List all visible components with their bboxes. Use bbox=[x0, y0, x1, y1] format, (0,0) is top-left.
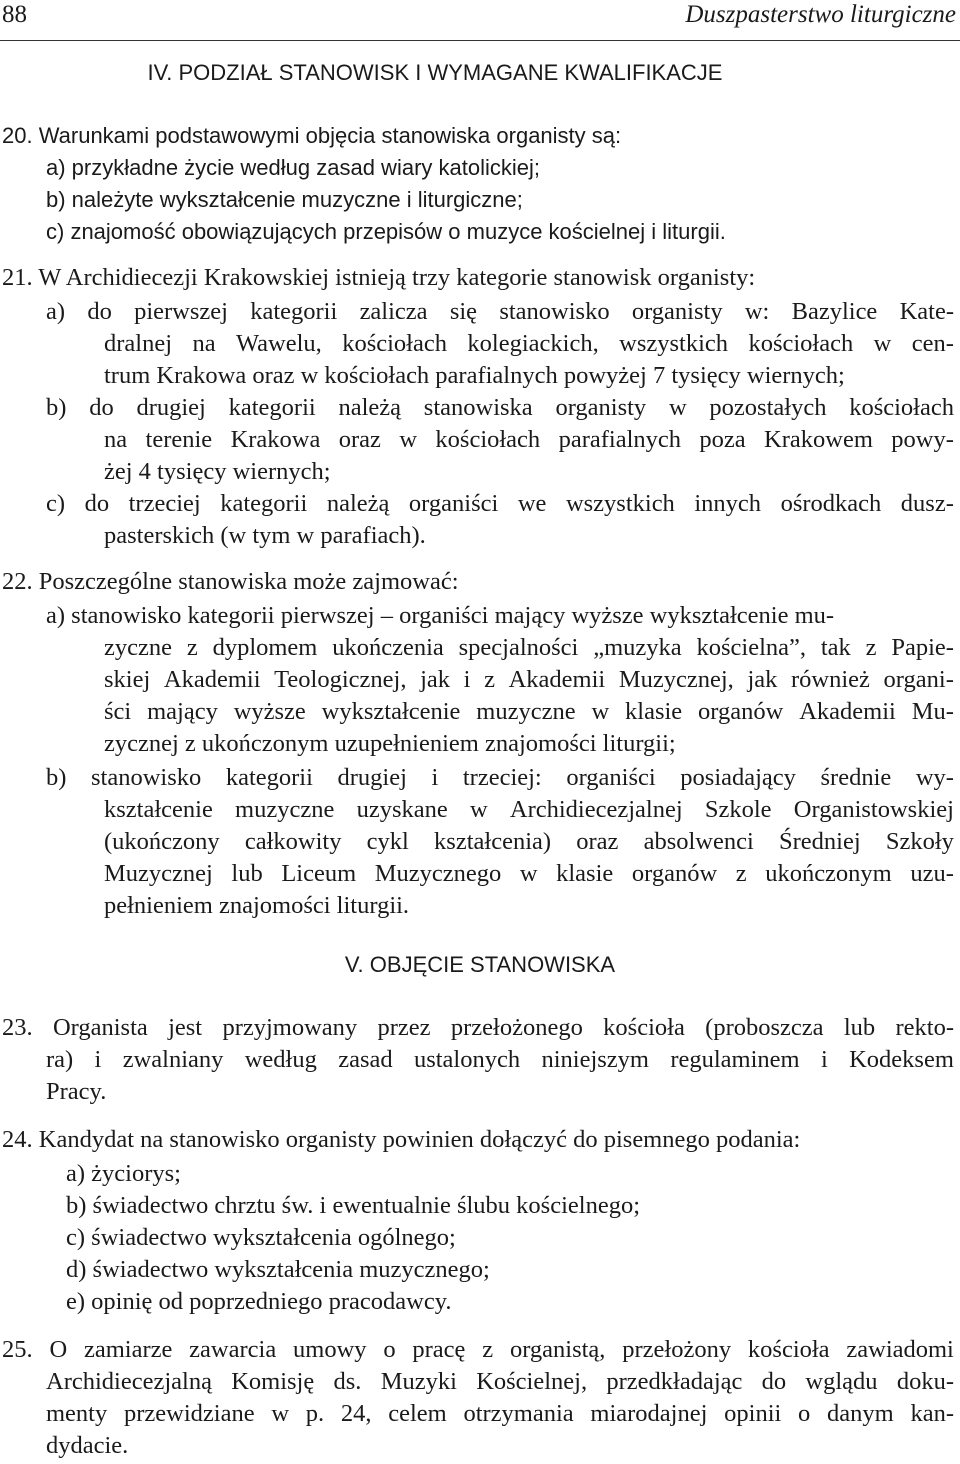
paragraph-line: zycznej z ukończonym uzupełnieniem znajomości liturgii; bbox=[104, 730, 676, 757]
paragraph-line: Muzycznej lub Liceum Muzycznego w klasie organów z ukończonym uzu- bbox=[104, 860, 954, 887]
paragraph-line: (ukończony całkowity cykl kształcenia) oraz absolwenci Średniej Szkoły bbox=[104, 828, 954, 855]
paragraph-line: kształcenie muzyczne uzyskane w Archidiecezjalnej Szkole Organistowskiej bbox=[104, 796, 954, 823]
list-item: a) stanowisko kategorii pierwszej – organiści mający wyższe wykształcenie mu- bbox=[46, 602, 835, 629]
list-item: b) świadectwo chrztu św. i ewentualnie ślubu kościelnego; bbox=[66, 1192, 641, 1219]
paragraph-line: 22. Poszczególne stanowiska może zajmować: bbox=[2, 568, 459, 595]
list-item: b) do drugiej kategorii należą stanowiska organisty w pozostałych kościołach bbox=[46, 394, 954, 421]
list-item: a) do pierwszej kategorii zalicza się stanowisko organisty w: Bazylice Kate- bbox=[46, 298, 954, 325]
paragraph-line: menty przewidziane w p. 24, celem otrzymania miarodajnej opinii o danym kan- bbox=[46, 1400, 954, 1427]
paragraph-line: pasterskich (w tym w parafiach). bbox=[104, 522, 426, 549]
list-item: a) życiorys; bbox=[66, 1160, 181, 1187]
page-header bbox=[0, 0, 960, 40]
paragraph-line: żej 4 tysięcy wiernych; bbox=[104, 458, 331, 485]
paragraph-line: Archidiecezjalną Komisję ds. Muzyki Kościelnej, przedkładając do wglądu doku- bbox=[46, 1368, 954, 1395]
paragraph-line: dydacie. bbox=[46, 1432, 129, 1459]
paragraph-line: 21. W Archidiecezji Krakowskiej istnieją trzy kategorie stanowisk organisty: bbox=[2, 264, 756, 291]
paragraph-line: 20. Warunkami podstawowymi objęcia stanowiska organisty są: bbox=[2, 123, 622, 148]
list-item: b) należyte wykształcenie muzyczne i liturgiczne; bbox=[46, 187, 523, 212]
paragraph-line: pełnieniem znajomości liturgii. bbox=[104, 892, 410, 919]
list-item: e) opinię od poprzedniego pracodawcy. bbox=[66, 1288, 452, 1315]
section-heading-iv: IV. PODZIAŁ STANOWISK I WYMAGANE KWALIFIKACJE bbox=[147, 60, 723, 85]
paragraph-line: ści mający wyższe wykształcenie muzyczne w klasie organów Akademii Mu- bbox=[104, 698, 954, 725]
paragraph-line: 23. Organista jest przyjmowany przez przełożonego kościoła (proboszcza lub rekto- bbox=[2, 1014, 954, 1041]
paragraph-line: 24. Kandydat na stanowisko organisty powinien dołączyć do pisemnego podania: bbox=[2, 1126, 801, 1153]
paragraph-line: 25. O zamiarze zawarcia umowy o pracę z organistą, przełożony kościoła zawiadomi bbox=[2, 1336, 954, 1363]
running-title: Duszpasterstwo liturgiczne bbox=[685, 1, 956, 28]
paragraph-line: trum Krakowa oraz w kościołach parafialnych powyżej 7 tysięcy wiernych; bbox=[104, 362, 845, 389]
header-rule bbox=[0, 40, 960, 41]
paragraph-line: skiej Akademii Teologicznej, jak i z Akademii Muzycznej, jak również organi- bbox=[104, 666, 954, 693]
list-item: d) świadectwo wykształcenia muzycznego; bbox=[66, 1256, 490, 1283]
list-item: c) znajomość obowiązujących przepisów o muzyce kościelnej i liturgii. bbox=[46, 219, 726, 244]
list-item: b) stanowisko kategorii drugiej i trzeciej: organiści posiadający średnie wy- bbox=[46, 764, 954, 791]
paragraph-line: Pracy. bbox=[46, 1078, 107, 1105]
paragraph-line: dralnej na Wawelu, kościołach kolegiackich, wszystkich kościołach w cen- bbox=[104, 330, 954, 357]
list-item: c) świadectwo wykształcenia ogólnego; bbox=[66, 1224, 456, 1251]
paragraph-line: zyczne z dyplomem ukończenia specjalności „muzyka kościelna”, tak z Papie- bbox=[104, 634, 954, 661]
paragraph-line: na terenie Krakowa oraz w kościołach parafialnych poza Krakowem powy- bbox=[104, 426, 954, 453]
paragraph-line: ra) i zwalniany według zasad ustalonych niniejszym regulaminem i Kodeksem bbox=[46, 1046, 954, 1073]
section-heading-v: V. OBJĘCIE STANOWISKA bbox=[344, 952, 616, 977]
list-item: a) przykładne życie według zasad wiary katolickiej; bbox=[46, 155, 540, 180]
page-number: 88 bbox=[2, 1, 27, 28]
list-item: c) do trzeciej kategorii należą organiści we wszystkich innych ośrodkach dusz- bbox=[46, 490, 954, 517]
